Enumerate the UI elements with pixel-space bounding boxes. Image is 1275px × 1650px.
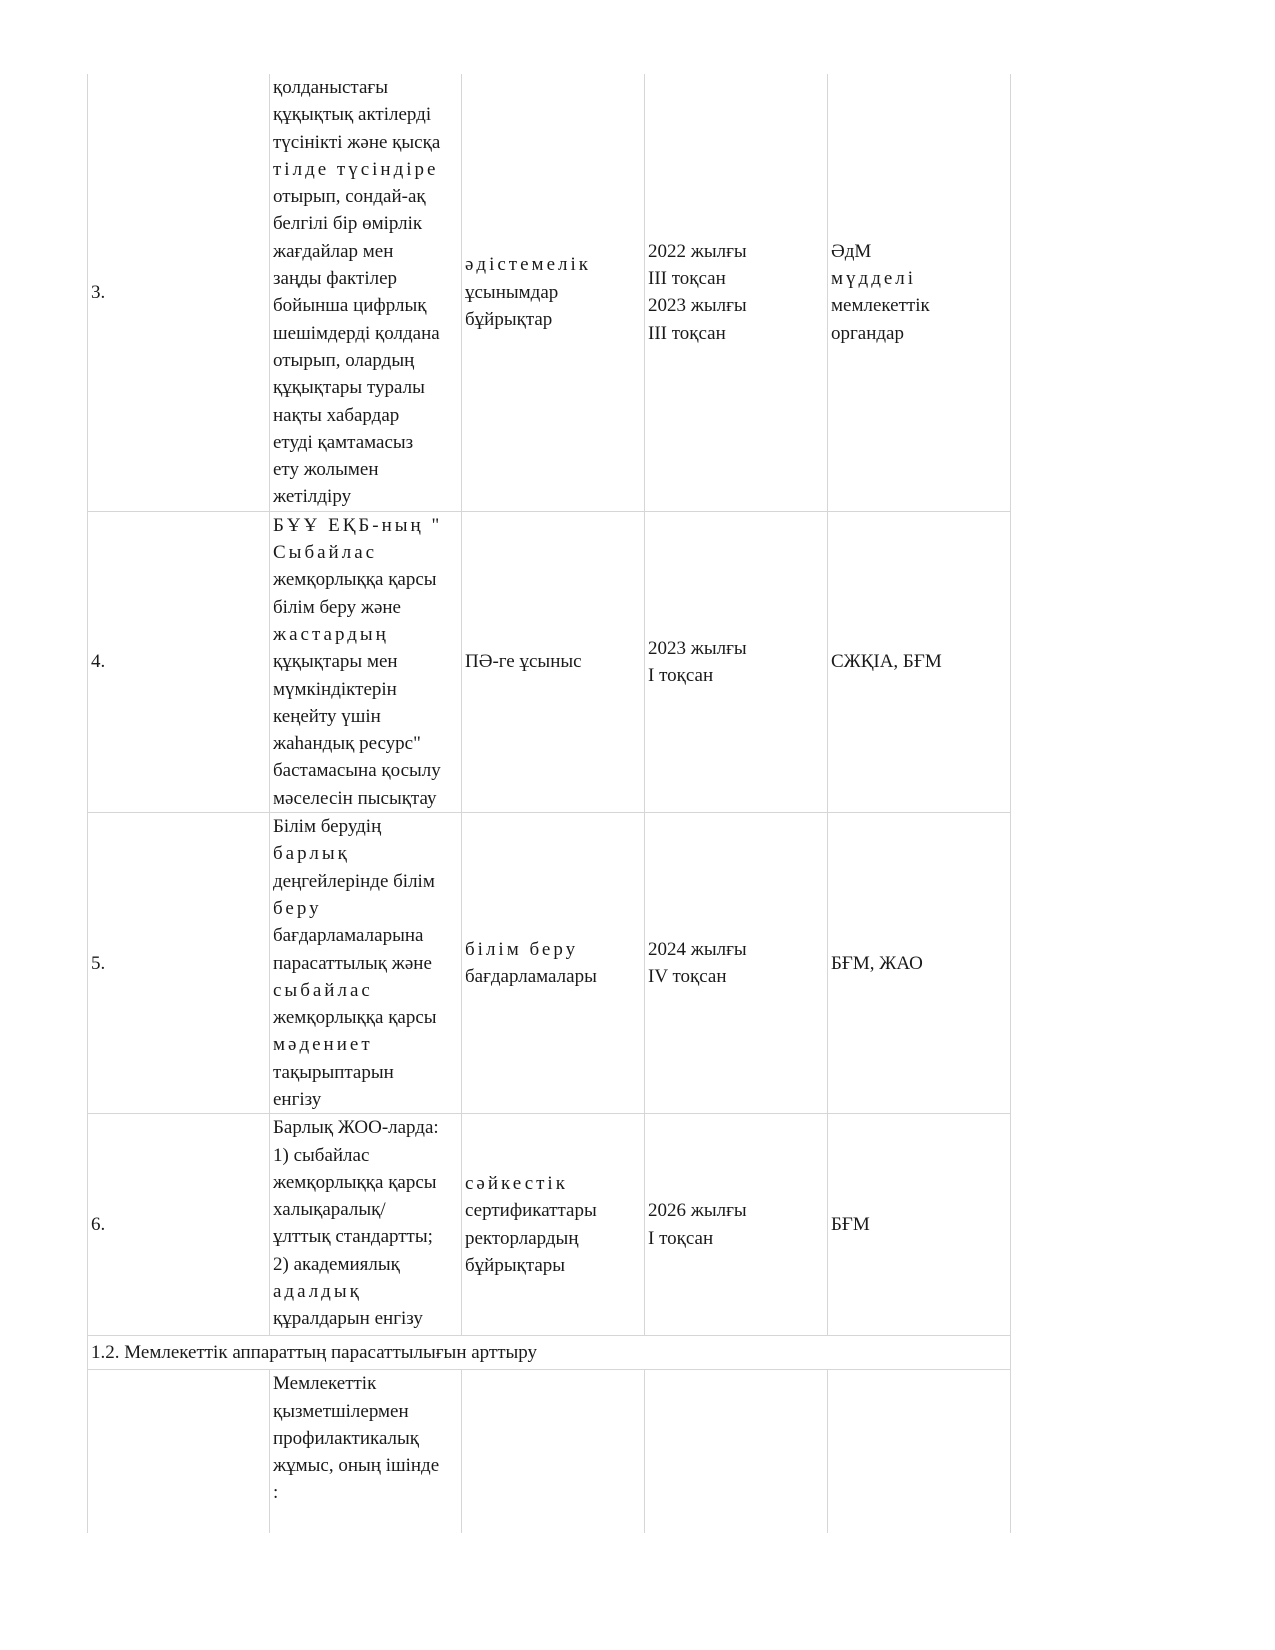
responsible-cell (828, 1370, 1011, 1533)
form-cell: сәйкестік сертификаттары ректорлардың бұйрықтары (462, 1114, 645, 1336)
action-plan-table (87, 74, 1011, 1533)
form-cell (462, 1370, 645, 1533)
row-number (88, 1370, 270, 1533)
form-cell: ПӘ-ге ұсыныс (462, 511, 645, 812)
action-cell: БҰҰ ЕҚБ-ның " Сыбайлас жемқорлыққа қарсы білім беру және жастардың құқықтары мен мүмкіндіктерін кеңейту үшін жаһандық ресурс" бастамасына қосылу мәселесін пысықтау (270, 511, 462, 812)
section-row (88, 1336, 1011, 1370)
form-cell: білім беру бағдарламалары (462, 813, 645, 1114)
row-number: 3. (88, 74, 270, 511)
deadline-cell: 2023 жылғы I тоқсан (645, 511, 828, 812)
deadline-cell (645, 1370, 828, 1533)
responsible-cell: ӘдМ мүдделі мемлекеттік органдар (828, 74, 1011, 511)
table-row (88, 1370, 1011, 1533)
table-row (88, 74, 1011, 511)
responsible-cell: БҒМ (828, 1114, 1011, 1336)
action-cell: Мемлекеттік қызметшілермен профилактикалық жұмыс, оның ішінде : (270, 1370, 462, 1533)
row-number: 4. (88, 511, 270, 812)
action-cell: Білім берудің барлық деңгейлерінде білім беру бағдарламаларына парасаттылық және сыбайлас жемқорлыққа қарсы мәдениет тақырыптарын енгізу (270, 813, 462, 1114)
row-number: 5. (88, 813, 270, 1114)
form-cell: әдістемелік ұсынымдар бұйрықтар (462, 74, 645, 511)
table-row (88, 511, 1011, 812)
action-cell: қолданыстағы құқықтық актілерді түсінікті және қысқа тілде түсіндіре отырып, сондай-ақ белгілі бір өмірлік жағдайлар мен заңды фактілер бойынша цифрлық шешімдерді қолдана отырып, олардың құқықтары туралы нақты хабардар етуді қамтамасыз ету жолымен жетілдіру (270, 74, 462, 511)
responsible-cell: СЖҚІА, БҒМ (828, 511, 1011, 812)
deadline-cell: 2024 жылғы IV тоқсан (645, 813, 828, 1114)
responsible-cell: БҒМ, ЖАО (828, 813, 1011, 1114)
deadline-cell: 2022 жылғы III тоқсан 2023 жылғы III тоқсан (645, 74, 828, 511)
action-cell: Барлық ЖОО-ларда: 1) сыбайлас жемқорлыққа қарсы халықаралық/ ұлттық стандартты; 2) академиялық адалдық құралдарын енгізу (270, 1114, 462, 1336)
table-row (88, 1114, 1011, 1336)
deadline-cell: 2026 жылғы I тоқсан (645, 1114, 828, 1336)
table-row (88, 813, 1011, 1114)
section-heading: 1.2. Мемлекеттік аппараттың парасаттылығын арттыру (88, 1336, 1011, 1370)
row-number: 6. (88, 1114, 270, 1336)
